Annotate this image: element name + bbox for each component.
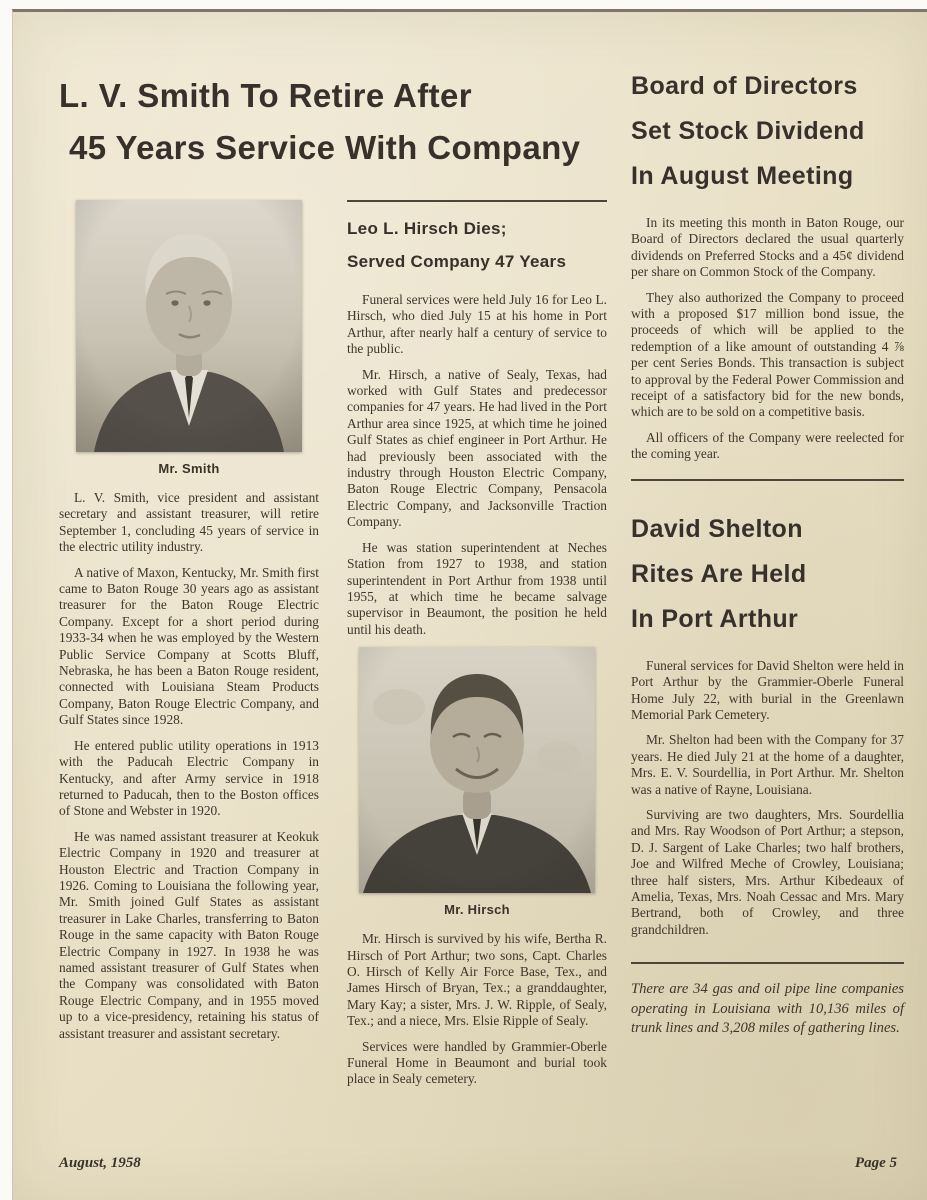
main-columns [59, 64, 903, 1097]
shelton-article-headline [631, 507, 904, 642]
page-content [59, 64, 903, 1130]
hirsch-photo-caption: Mr. Hirsch [444, 902, 510, 918]
shelton-headline-line1: David Shelton [631, 514, 803, 543]
hirsch-paragraph: Services were handled by Grammier-Oberle Funeral Home in Beaumont and burial took place in Sealy cemetery. [347, 1038, 607, 1087]
smith-article-column [59, 200, 319, 1097]
board-article-headline [631, 64, 904, 199]
board-paragraph: They also authorized the Company to proceed with a proposed $17 million bond issue, the proceeds of which will be applied to the redemption of a like amount of outstanding 4 ⅞ per cent Series Bonds. This transaction is subject to approval by the Federal Power Commission and receipt of a satisfactory bid for the new bonds, which are to be sold on a competitive basis. [631, 289, 904, 420]
board-headline-line2: Set Stock Dividend [631, 117, 865, 145]
footer-page-number: Page 5 [854, 1155, 897, 1171]
hirsch-paragraph: Mr. Hirsch is survived by his wife, Bertha R. Hirsch of Port Arthur; two sons, Capt. Charles O. Hirsch of Kelly Air Force Base, Tex., and James Hirsch of Bryan, Tex.; a granddaughter, Mary Kay; a sister, Mrs. J. W. Ripple, of Sealy, Tex.; and a niece, Mrs. Elsie Ripple of Sealy. [347, 931, 607, 1029]
hirsch-photo [359, 647, 595, 893]
hirsch-portrait-illustration [359, 647, 595, 893]
pipeline-note-rule [631, 962, 904, 964]
smith-portrait-illustration [76, 200, 302, 452]
smith-article-body [59, 490, 319, 1042]
lead-headline-line1: L. V. Smith To Retire After [59, 77, 472, 114]
lead-headline-line2: 45 Years Service With Company [69, 129, 581, 166]
smith-paragraph: He was named assistant treasurer at Keokuk Electric Company in 1920 and treasurer at Houston Electric and Traction Company in 1926. Coming to Louisiana the following year, Mr. Smith joined Gulf States as assistant treasurer in Lake Charles, transferring to Baton Rouge in the same capacity with Baton Rouge Electric Company in 1927. In 1938 he was named assistant treasurer of Gulf States when the Company was consolidated with Baton Rouge Electric Company, and in 1955 moved up to a vice-presidency, retaining his status of assistant treasurer and assistant secretary. [59, 828, 319, 1041]
shelton-paragraph: Surviving are two daughters, Mrs. Sourdellia and Mrs. Ray Woodson of Port Arthur; a stepson, D. J. Sargent of Lake Charles; two half brothers, Joe and Wilfred Meche of Crowley, Louisiana; three half sisters, Mrs. Arthur Kibedeaux of Amelia, Texas, Mrs. Noah Cessac and Mrs. Mary Bertrand, both of Crowley, and three grandchildren. [631, 806, 904, 937]
board-headline-line3: In August Meeting [631, 162, 854, 190]
hirsch-headline-line1: Leo L. Hirsch Dies; [347, 219, 507, 238]
hirsch-photo-figure [347, 647, 607, 917]
left-region [59, 64, 607, 1097]
smith-paragraph: A native of Maxon, Kentucky, Mr. Smith first came to Baton Rouge 30 years ago as assistant treasurer for the Baton Rouge Electric Company. Except for a short period during 1933-34 when he was employed by the Western Public Service Company at Scotts Bluff, Nebraska, he has been a Baton Rouge resident, connected with Louisiana Steam Products Company, Baton Rouge Electric Company, and Gulf States since 1928. [59, 564, 319, 728]
shelton-article-top-rule [631, 479, 904, 481]
footer-date: August, 1958 [59, 1155, 141, 1171]
two-column-area [59, 200, 607, 1097]
board-paragraph: All officers of the Company were reelected for the coming year. [631, 429, 904, 462]
board-paragraph: In its meeting this month in Baton Rouge, our Board of Directors declared the usual quarterly dividends on Preferred Stocks and a 45¢ dividend per share on Common Stock of the Company. [631, 215, 904, 280]
hirsch-article-top-rule [347, 200, 607, 202]
hirsch-paragraph: Funeral services were held July 16 for Leo L. Hirsch, who died July 15 at his home in Port Arthur, after nearly half a century of service to the public. [347, 292, 607, 357]
hirsch-article-column [347, 200, 607, 1097]
smith-photo [76, 200, 302, 452]
hirsch-article-headline [347, 212, 607, 278]
lead-headline [59, 70, 607, 174]
shelton-headline-line2: Rites Are Held [631, 559, 807, 588]
hirsch-paragraph: Mr. Hirsch, a native of Sealy, Texas, had worked with Gulf States and predecessor companies for 47 years. He had lived in the Port Arthur area since 1925, at which time he joined Gulf States as chief engineer in Port Arthur. He had previously been associated with the industry through Houston Electric Company, Baton Rouge Electric Company, Pensacola Electric Company, and Jacksonville Traction Company. [347, 366, 607, 530]
shelton-headline-line3: In Port Arthur [631, 604, 799, 633]
pipeline-note: There are 34 gas and oil pipe line companies operating in Louisiana with 10,136 miles of trunk lines and 3,208 miles of gathering lines. [631, 981, 904, 1037]
shelton-paragraph: Funeral services for David Shelton were held in Port Arthur by the Grammier-Oberle Funeral Home July 22, with burial in the Greenlawn Memorial Park Cemetery. [631, 657, 904, 722]
shelton-paragraph: Mr. Shelton had been with the Company for 37 years. He died July 21 at the home of a daughter, Mrs. E. V. Sourdellia, in Port Arthur. Mr. Shelton was a native of Rayne, Louisiana. [631, 732, 904, 797]
smith-photo-caption: Mr. Smith [158, 461, 220, 476]
smith-paragraph: He entered public utility operations in 1913 with the Paducah Electric Company in Kentucky, and after Army service in 1918 returned to Paducah, then to the Boston offices of Stone and Webster in 1920. [59, 737, 319, 819]
newsletter-page [12, 9, 927, 1200]
hirsch-paragraph: He was station superintendent at Neches Station from 1927 to 1938, and station superintendent in Port Arthur from 1938 until 1955, at which time he became salvage supervisor in Beaumont, the position he held until his death. [347, 539, 607, 637]
page-footer [59, 1155, 897, 1172]
smith-photo-figure [59, 200, 319, 476]
hirsch-headline-line2: Served Company 47 Years [347, 252, 567, 271]
board-headline-line1: Board of Directors [631, 72, 858, 100]
smith-paragraph: L. V. Smith, vice president and assistant secretary and assistant treasurer, will retire September 1, concluding 45 years of service in the electric utility industry. [59, 490, 319, 555]
right-column [631, 64, 904, 1097]
